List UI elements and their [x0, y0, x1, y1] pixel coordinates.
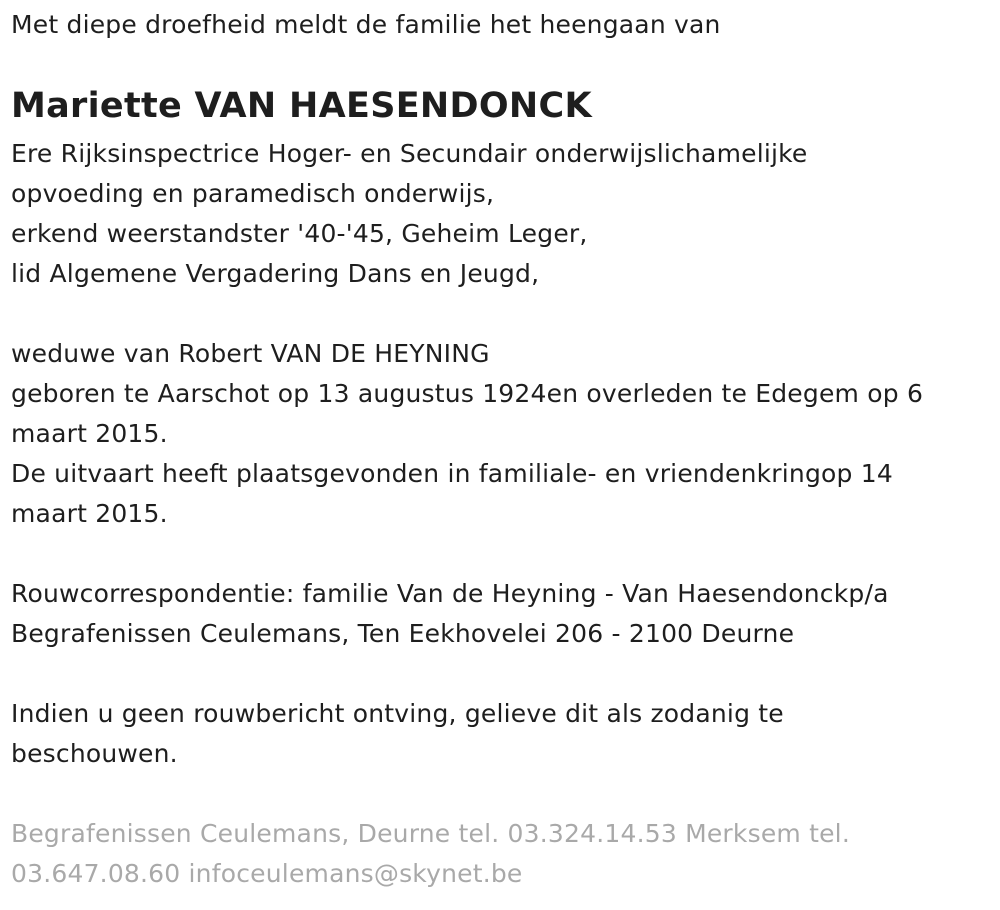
bio-line: maart 2015.	[11, 419, 168, 448]
bio-line: weduwe van Robert VAN DE HEYNING	[11, 339, 490, 368]
footer-line: Begrafenissen Ceulemans, Deurne tel. 03.324.14.53 Merksem tel.	[11, 819, 850, 848]
notice-block	[11, 694, 784, 774]
bio-line: De uitvaart heeft plaatsgevonden in familiale- en vriendenkringop 14	[11, 459, 893, 488]
titles-block	[11, 134, 808, 294]
funeral-home-footer	[11, 814, 850, 894]
footer-line: 03.647.08.60 infoceulemans@skynet.be	[11, 859, 523, 888]
notice-line: beschouwen.	[11, 739, 178, 768]
correspondence-line: Rouwcorrespondentie: familie Van de Heyning - Van Haesendonckp/a	[11, 579, 889, 608]
title-line: lid Algemene Vergadering Dans en Jeugd,	[11, 259, 540, 288]
title-line: erkend weerstandster '40-'45, Geheim Leger,	[11, 219, 588, 248]
title-line: opvoeding en paramedisch onderwijs,	[11, 179, 495, 208]
title-line: Ere Rijksinspectrice Hoger- en Secundair onderwijslichamelijke	[11, 139, 808, 168]
bio-line: maart 2015.	[11, 499, 168, 528]
notice-line: Indien u geen rouwbericht ontving, gelieve dit als zodanig te	[11, 699, 784, 728]
intro-text: Met diepe droefheid meldt de familie het heengaan van	[11, 10, 721, 39]
correspondence-line: Begrafenissen Ceulemans, Ten Eekhovelei 206 - 2100 Deurne	[11, 619, 795, 648]
bio-line: geboren te Aarschot op 13 augustus 1924en overleden te Edegem op 6	[11, 379, 924, 408]
biography-block	[11, 334, 923, 534]
correspondence-block	[11, 574, 889, 654]
deceased-name: Mariette VAN HAESENDONCK	[11, 86, 592, 126]
